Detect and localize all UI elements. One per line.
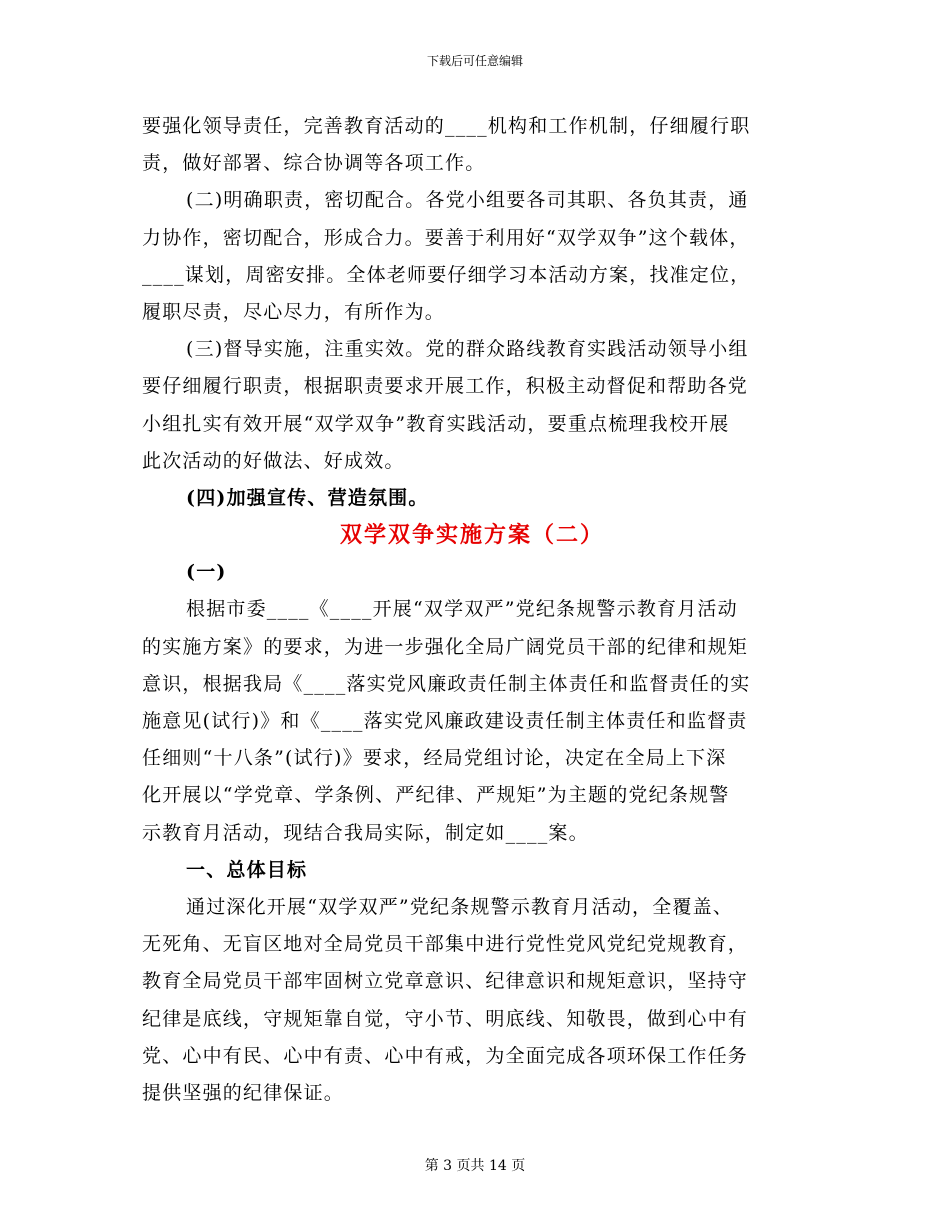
paragraph-line: 根据市委____《____开展“双学双严”党纪条规警示教育月活动: [186, 598, 738, 621]
paragraph-line: 要强化领导责任，完善教育活动的____机构和工作机制，仔细履行职: [142, 115, 751, 137]
page-header: 下载后可任意编辑: [426, 54, 523, 68]
section-heading: (一): [186, 561, 227, 584]
section-heading: 一、总体目标: [186, 858, 308, 881]
paragraph-line: 化开展以“学党章、学条例、严纪律、严规矩”为主题的党纪条规警: [142, 784, 730, 807]
paragraph-line: 施意见(试行)》和《____落实党风廉政建设责任制主体责任和监督责: [142, 710, 748, 732]
paragraph-line: 责，做好部署、综合协调等各项工作。: [142, 152, 486, 175]
document-title: 双学双争实施方案（二）: [339, 522, 604, 549]
section-heading: (四)加强宣传、营造氛围。: [186, 486, 429, 509]
paragraph-line: 要仔细履行职责，根据职责要求开展工作，积极主动督促和帮助各党: [142, 375, 749, 398]
paragraph-line: 意识，根据我局《____落实党风廉政责任制主体责任和监督责任的实: [142, 672, 751, 695]
paragraph-line: (二)明确职责，密切配合。各党小组要各司其职、各负其责，通: [186, 189, 749, 212]
paragraph-line: 示教育月活动，现结合我局实际，制定如____案。: [142, 821, 589, 844]
paragraph-line: 无死角、无盲区地对全局党员干部集中进行党性党风党纪党规教育，: [142, 933, 749, 956]
paragraph-line: 提供坚强的纪律保证。: [142, 1081, 345, 1104]
paragraph-line: 的实施方案》的要求，为进一步强化全局广阔党员干部的纪律和规矩: [142, 635, 749, 658]
paragraph-line: (三)督导实施，注重实效。党的群众路线教育实践活动领导小组: [186, 338, 749, 361]
page-footer: 第 3 页共 14 页: [424, 1158, 526, 1174]
paragraph-line: 力协作，密切配合，形成合力。要善于利用好“双学双争”这个载体，: [142, 226, 750, 249]
paragraph-line: 小组扎实有效开展“双学双争”教育实践活动，要重点梳理我校开展: [142, 412, 730, 435]
paragraph-line: 通过深化开展“双学双严”党纪条规警示教育月活动，全覆盖、: [186, 895, 734, 918]
paragraph-line: 任细则“十八条”(试行)》要求，经局党组讨论，决定在全局上下深: [142, 747, 727, 770]
paragraph-line: 党、心中有民、心中有责、心中有戒，为全面完成各项环保工作任务: [142, 1044, 749, 1067]
paragraph-line: 教育全局党员干部牢固树立党章意识、纪律意识和规矩意识，坚持守: [142, 970, 749, 993]
paragraph-line: ____谋划，周密安排。全体老师要仔细学习本活动方案，找准定位，: [142, 263, 751, 286]
document-body: [142, 108, 802, 1112]
paragraph-line: 此次活动的好做法、好成效。: [142, 449, 405, 472]
paragraph-line: 履职尽责，尽心尽力，有所作为。: [142, 300, 446, 323]
paragraph-line: 纪律是底线，守规矩靠自觉，守小节、明底线、知敬畏，做到心中有: [142, 1007, 749, 1030]
